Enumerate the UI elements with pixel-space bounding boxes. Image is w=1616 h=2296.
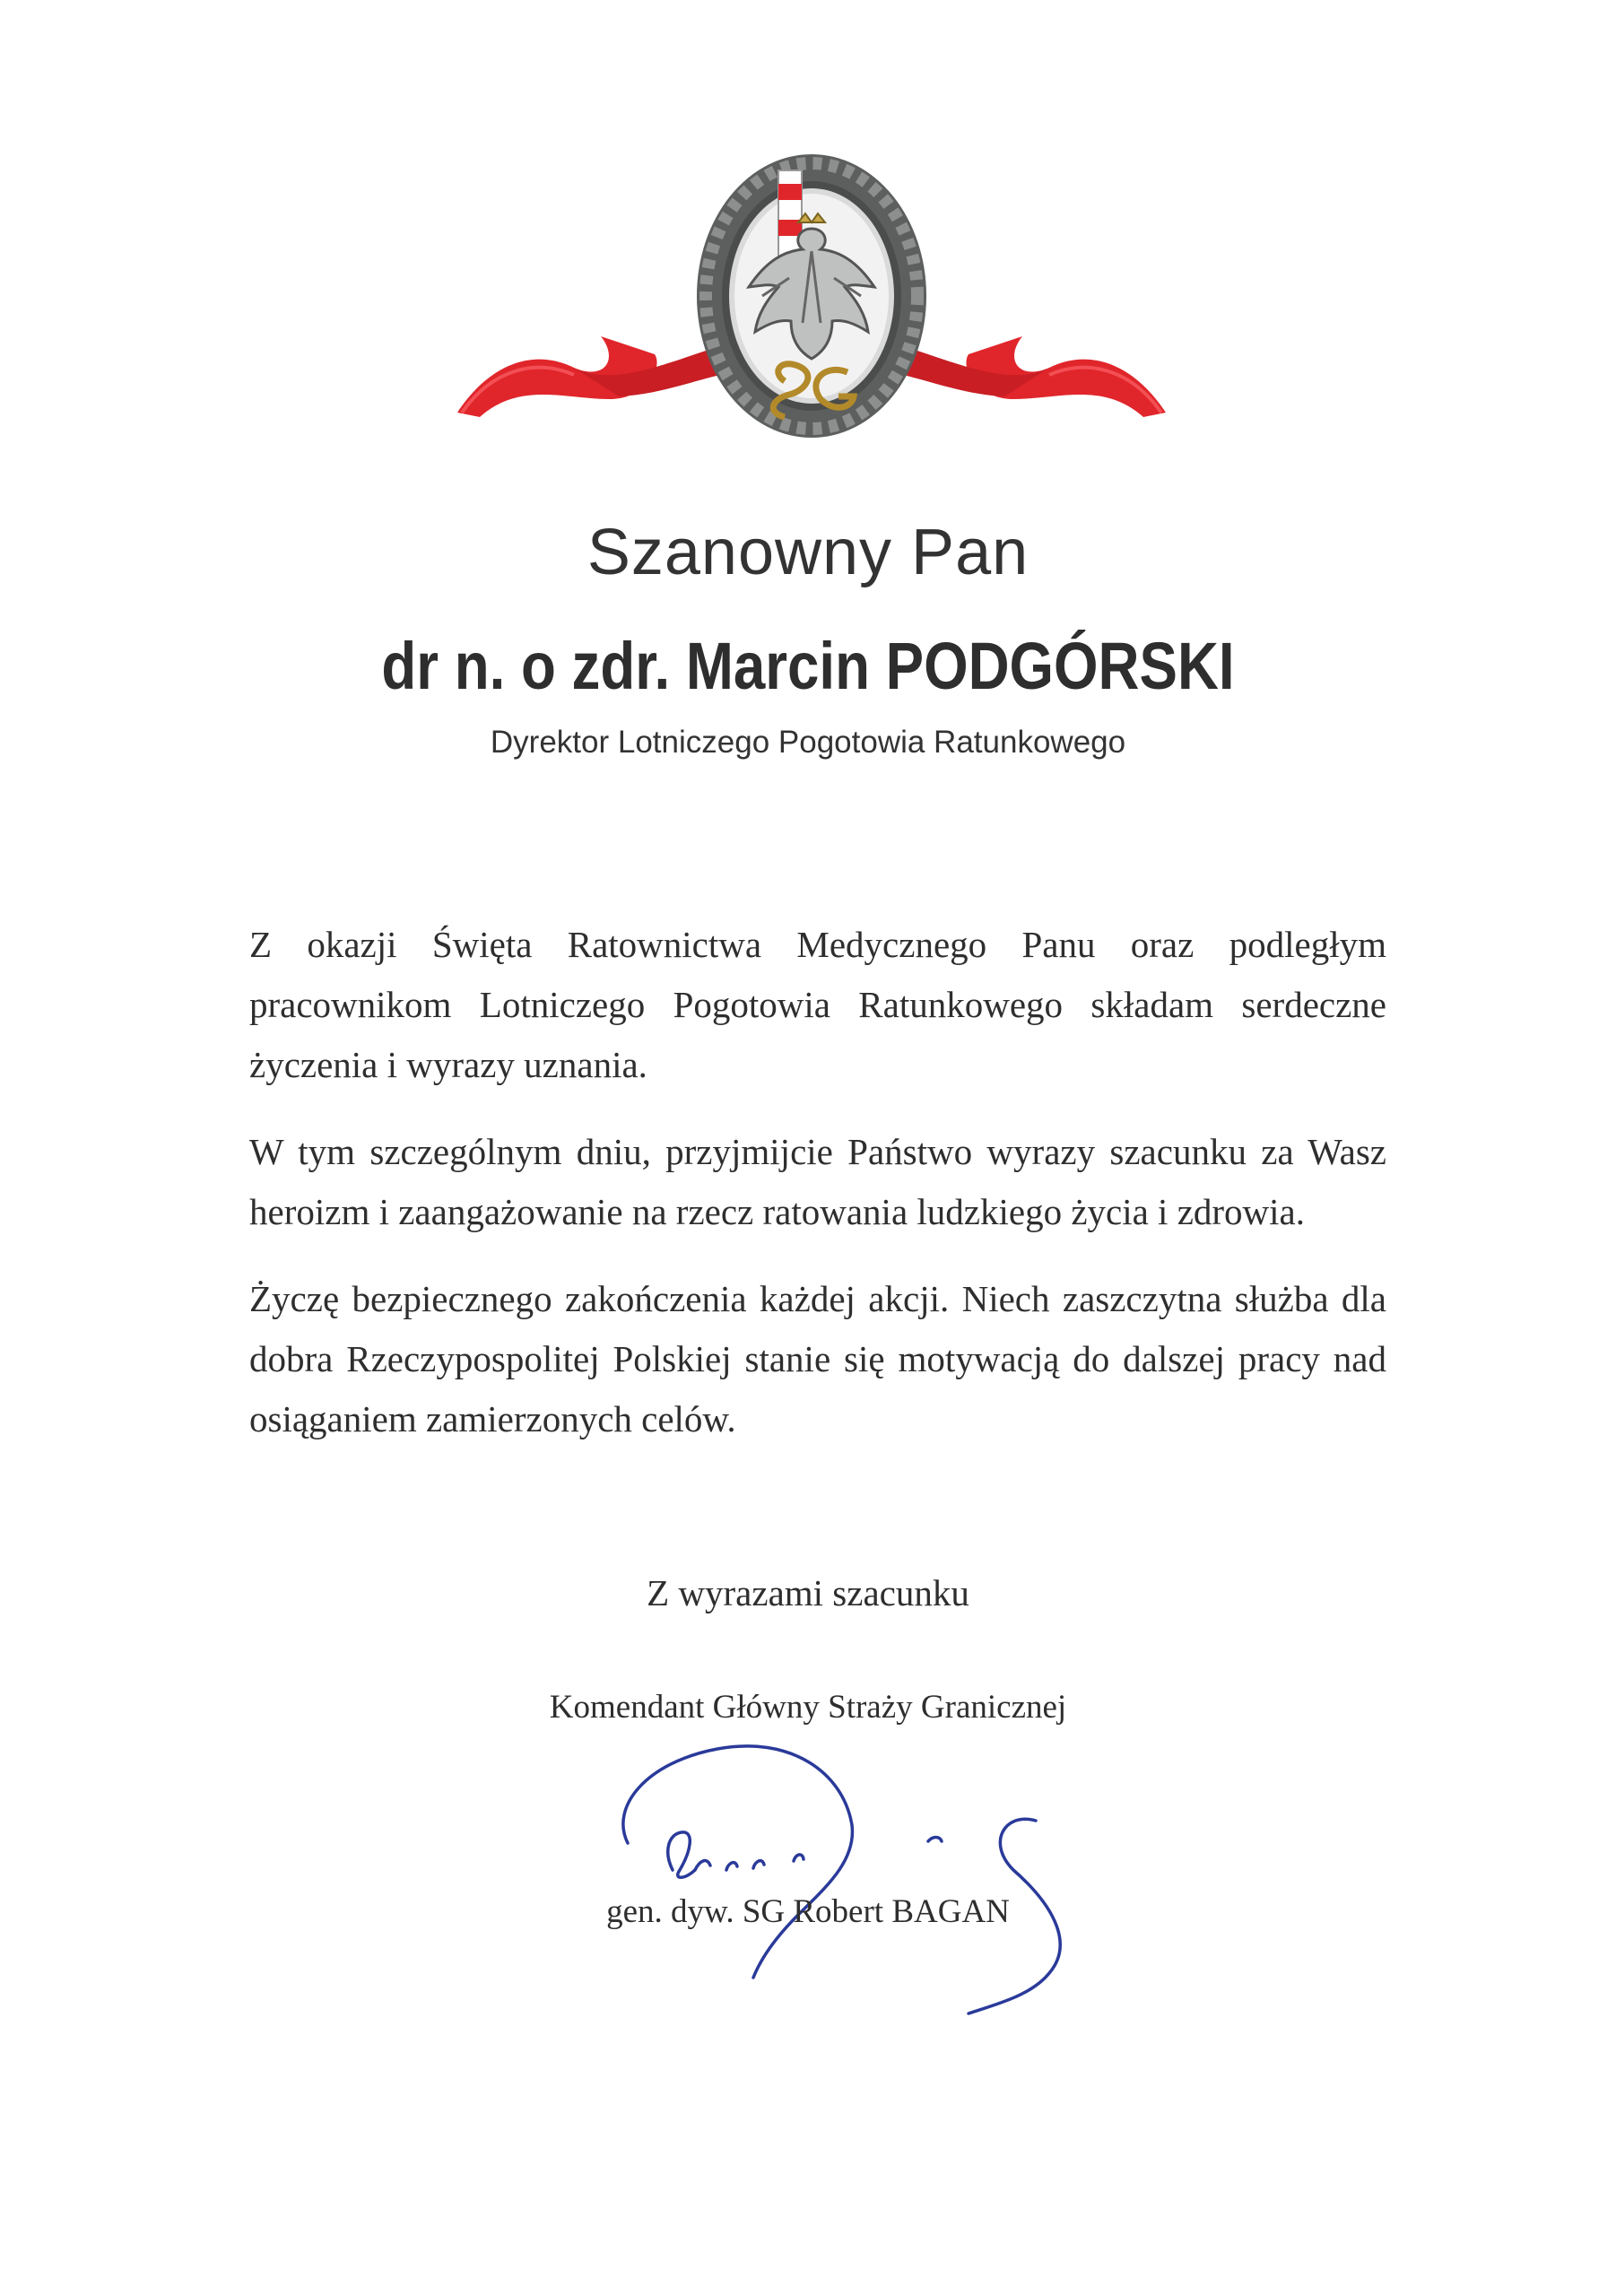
recipient-title: Dyrektor Lotniczego Pogotowia Ratunkowego (490, 725, 1126, 760)
handwritten-signature-icon (610, 1735, 1148, 2022)
left-ribbon (457, 336, 740, 417)
letter-body (249, 915, 1386, 1476)
salutation: Szanowny Pan (586, 517, 1030, 588)
paragraph: Życzę bezpiecznego zakończenia każdej akcji. Niech zaszczytna służba dla dobra Rzeczypospolitej Polskiej stanie się motywacją do dalszej pracy nad osiąganiem zamierzonych celów. (249, 1278, 1386, 1439)
signer-position: Komendant Główny Straży Granicznej (549, 1689, 1067, 1726)
paragraph: W tym szczególnym dniu, przyjmijcie Państwo wyrazy szacunku za Wasz heroizm i zaangażowanie na rzecz ratowania ludzkiego życia i zdrowia. (249, 1131, 1386, 1232)
border-guard-emblem-icon (439, 144, 1184, 439)
paragraph: Z okazji Święta Ratownictwa Medycznego Panu oraz podległym pracownikom Lotniczego Pogotowia Ratunkowego składam serdeczne życzenia i wyrazy uznania. (249, 924, 1386, 1085)
recipient-name: dr n. o zdr. Marcin PODGÓRSKI (381, 629, 1235, 703)
right-ribbon (883, 336, 1166, 417)
closing-phrase: Z wyrazami szacunku (647, 1572, 969, 1613)
signer-name: gen. dyw. SG Robert BAGAN (606, 1893, 1010, 1930)
